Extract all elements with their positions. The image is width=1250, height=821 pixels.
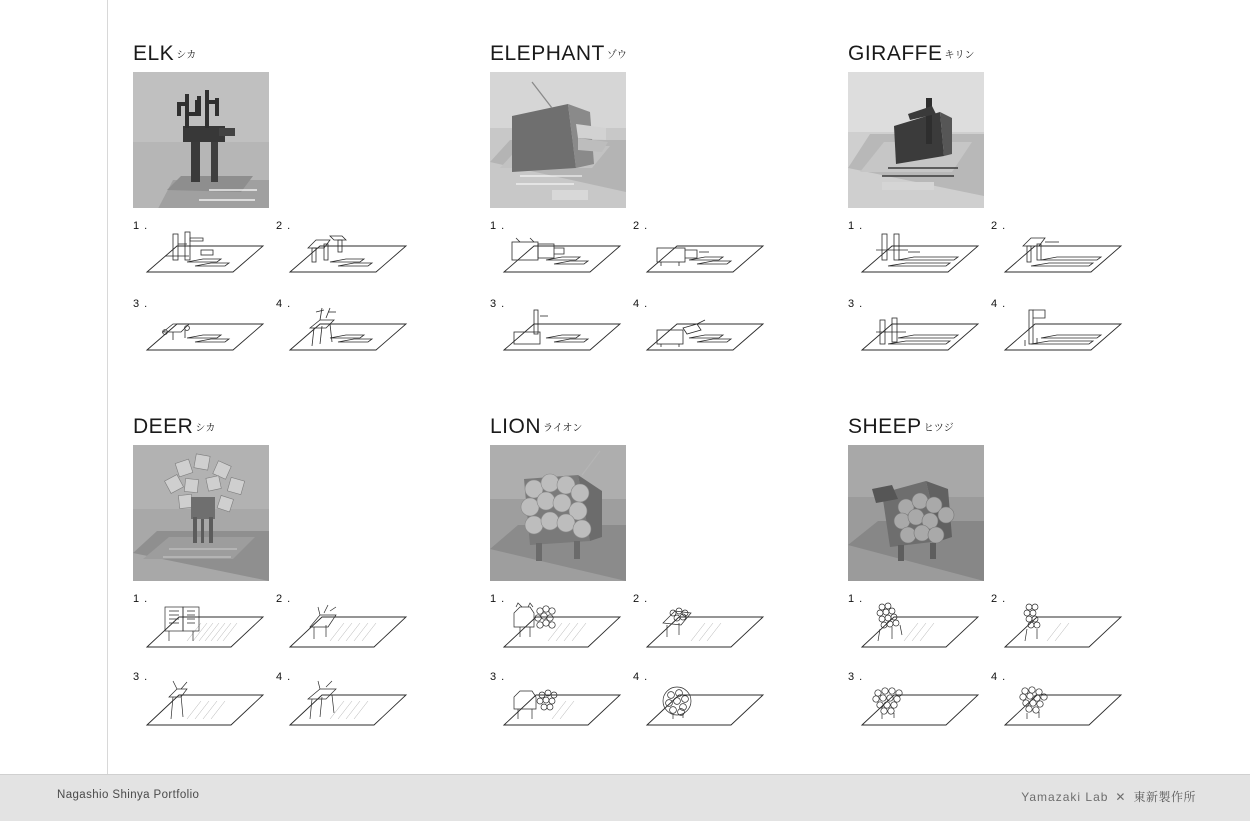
step-lion-1 <box>490 593 625 661</box>
step-number: 4 . <box>633 298 649 310</box>
hero-photo-lion <box>490 445 626 581</box>
steps-elephant <box>490 220 768 366</box>
step-elk-4 <box>276 298 411 366</box>
step-number: 3 . <box>133 671 149 683</box>
step-elephant-4 <box>633 298 768 366</box>
step-deer-1 <box>133 593 268 661</box>
step-number: 4 . <box>276 671 292 683</box>
step-number: 3 . <box>848 671 864 683</box>
hero-photo-elephant <box>490 72 626 208</box>
step-number: 4 . <box>633 671 649 683</box>
step-elephant-3 <box>490 298 625 366</box>
step-row-top <box>133 593 411 661</box>
step-number: 2 . <box>633 593 649 605</box>
step-giraffe-3 <box>848 298 983 366</box>
card-title-en: GIRAFFE <box>848 42 943 65</box>
step-elephant-1 <box>490 220 625 288</box>
card-title-jp: ゾウ <box>606 50 627 61</box>
card-title-en: ELK <box>133 42 175 65</box>
animal-card-deer[interactable] <box>133 415 411 739</box>
card-title-en: DEER <box>133 415 194 438</box>
cross-icon: ✕ <box>1115 789 1127 804</box>
step-number: 4 . <box>276 298 292 310</box>
step-number: 1 . <box>490 593 506 605</box>
step-deer-4 <box>276 671 411 739</box>
step-number: 1 . <box>133 220 149 232</box>
footer-lab-name: Yamazaki Lab <box>1021 789 1109 804</box>
steps-giraffe <box>848 220 1126 366</box>
step-row-bottom <box>133 671 411 739</box>
footer-company-name: 東新製作所 <box>1133 790 1196 804</box>
animal-card-elk[interactable] <box>133 42 411 366</box>
card-title-sheep <box>848 415 1126 439</box>
step-row-bottom <box>848 298 1126 366</box>
step-giraffe-1 <box>848 220 983 288</box>
steps-lion <box>490 593 768 739</box>
step-row-bottom <box>490 671 768 739</box>
hero-photo-sheep <box>848 445 984 581</box>
footer-portfolio-title: Nagashio Shinya Portfolio <box>57 789 200 801</box>
step-number: 1 . <box>848 593 864 605</box>
step-number: 2 . <box>276 593 292 605</box>
card-title-en: SHEEP <box>848 415 922 438</box>
step-sheep-2 <box>991 593 1126 661</box>
step-sheep-3 <box>848 671 983 739</box>
card-title-elephant <box>490 42 768 66</box>
card-title-giraffe <box>848 42 1126 66</box>
steps-deer <box>133 593 411 739</box>
step-row-top <box>133 220 411 288</box>
card-title-jp: ヒツジ <box>923 423 954 434</box>
card-title-elk <box>133 42 411 66</box>
animal-card-lion[interactable] <box>490 415 768 739</box>
footer-credits <box>1021 788 1196 805</box>
card-title-jp: ライオン <box>543 423 583 434</box>
step-row-top <box>848 220 1126 288</box>
step-lion-3 <box>490 671 625 739</box>
step-row-top <box>490 220 768 288</box>
step-number: 2 . <box>991 593 1007 605</box>
step-lion-4 <box>633 671 768 739</box>
step-elk-1 <box>133 220 268 288</box>
card-title-deer <box>133 415 411 439</box>
step-number: 3 . <box>490 298 506 310</box>
page-footer <box>0 774 1250 821</box>
hero-photo-giraffe <box>848 72 984 208</box>
step-elk-3 <box>133 298 268 366</box>
step-number: 2 . <box>991 220 1007 232</box>
step-row-top <box>848 593 1126 661</box>
steps-elk <box>133 220 411 366</box>
step-elk-2 <box>276 220 411 288</box>
animal-card-giraffe[interactable] <box>848 42 1126 366</box>
card-title-jp: シカ <box>195 423 216 434</box>
step-row-top <box>490 593 768 661</box>
step-number: 1 . <box>133 593 149 605</box>
card-title-lion <box>490 415 768 439</box>
step-giraffe-4 <box>991 298 1126 366</box>
step-number: 3 . <box>490 671 506 683</box>
step-number: 2 . <box>276 220 292 232</box>
steps-sheep <box>848 593 1126 739</box>
card-title-en: ELEPHANT <box>490 42 605 65</box>
step-number: 4 . <box>991 298 1007 310</box>
card-title-jp: キリン <box>944 50 975 61</box>
step-row-bottom <box>133 298 411 366</box>
hero-photo-deer <box>133 445 269 581</box>
step-number: 3 . <box>133 298 149 310</box>
step-giraffe-2 <box>991 220 1126 288</box>
step-sheep-1 <box>848 593 983 661</box>
hero-photo-elk <box>133 72 269 208</box>
step-row-bottom <box>490 298 768 366</box>
step-number: 3 . <box>848 298 864 310</box>
step-number: 2 . <box>633 220 649 232</box>
step-number: 4 . <box>991 671 1007 683</box>
step-sheep-4 <box>991 671 1126 739</box>
step-deer-3 <box>133 671 268 739</box>
step-deer-2 <box>276 593 411 661</box>
card-title-en: LION <box>490 415 542 438</box>
step-row-bottom <box>848 671 1126 739</box>
step-lion-2 <box>633 593 768 661</box>
step-elephant-2 <box>633 220 768 288</box>
animal-card-elephant[interactable] <box>490 42 768 366</box>
step-number: 1 . <box>848 220 864 232</box>
card-title-jp: シカ <box>176 50 197 61</box>
step-number: 1 . <box>490 220 506 232</box>
animal-card-sheep[interactable] <box>848 415 1126 739</box>
